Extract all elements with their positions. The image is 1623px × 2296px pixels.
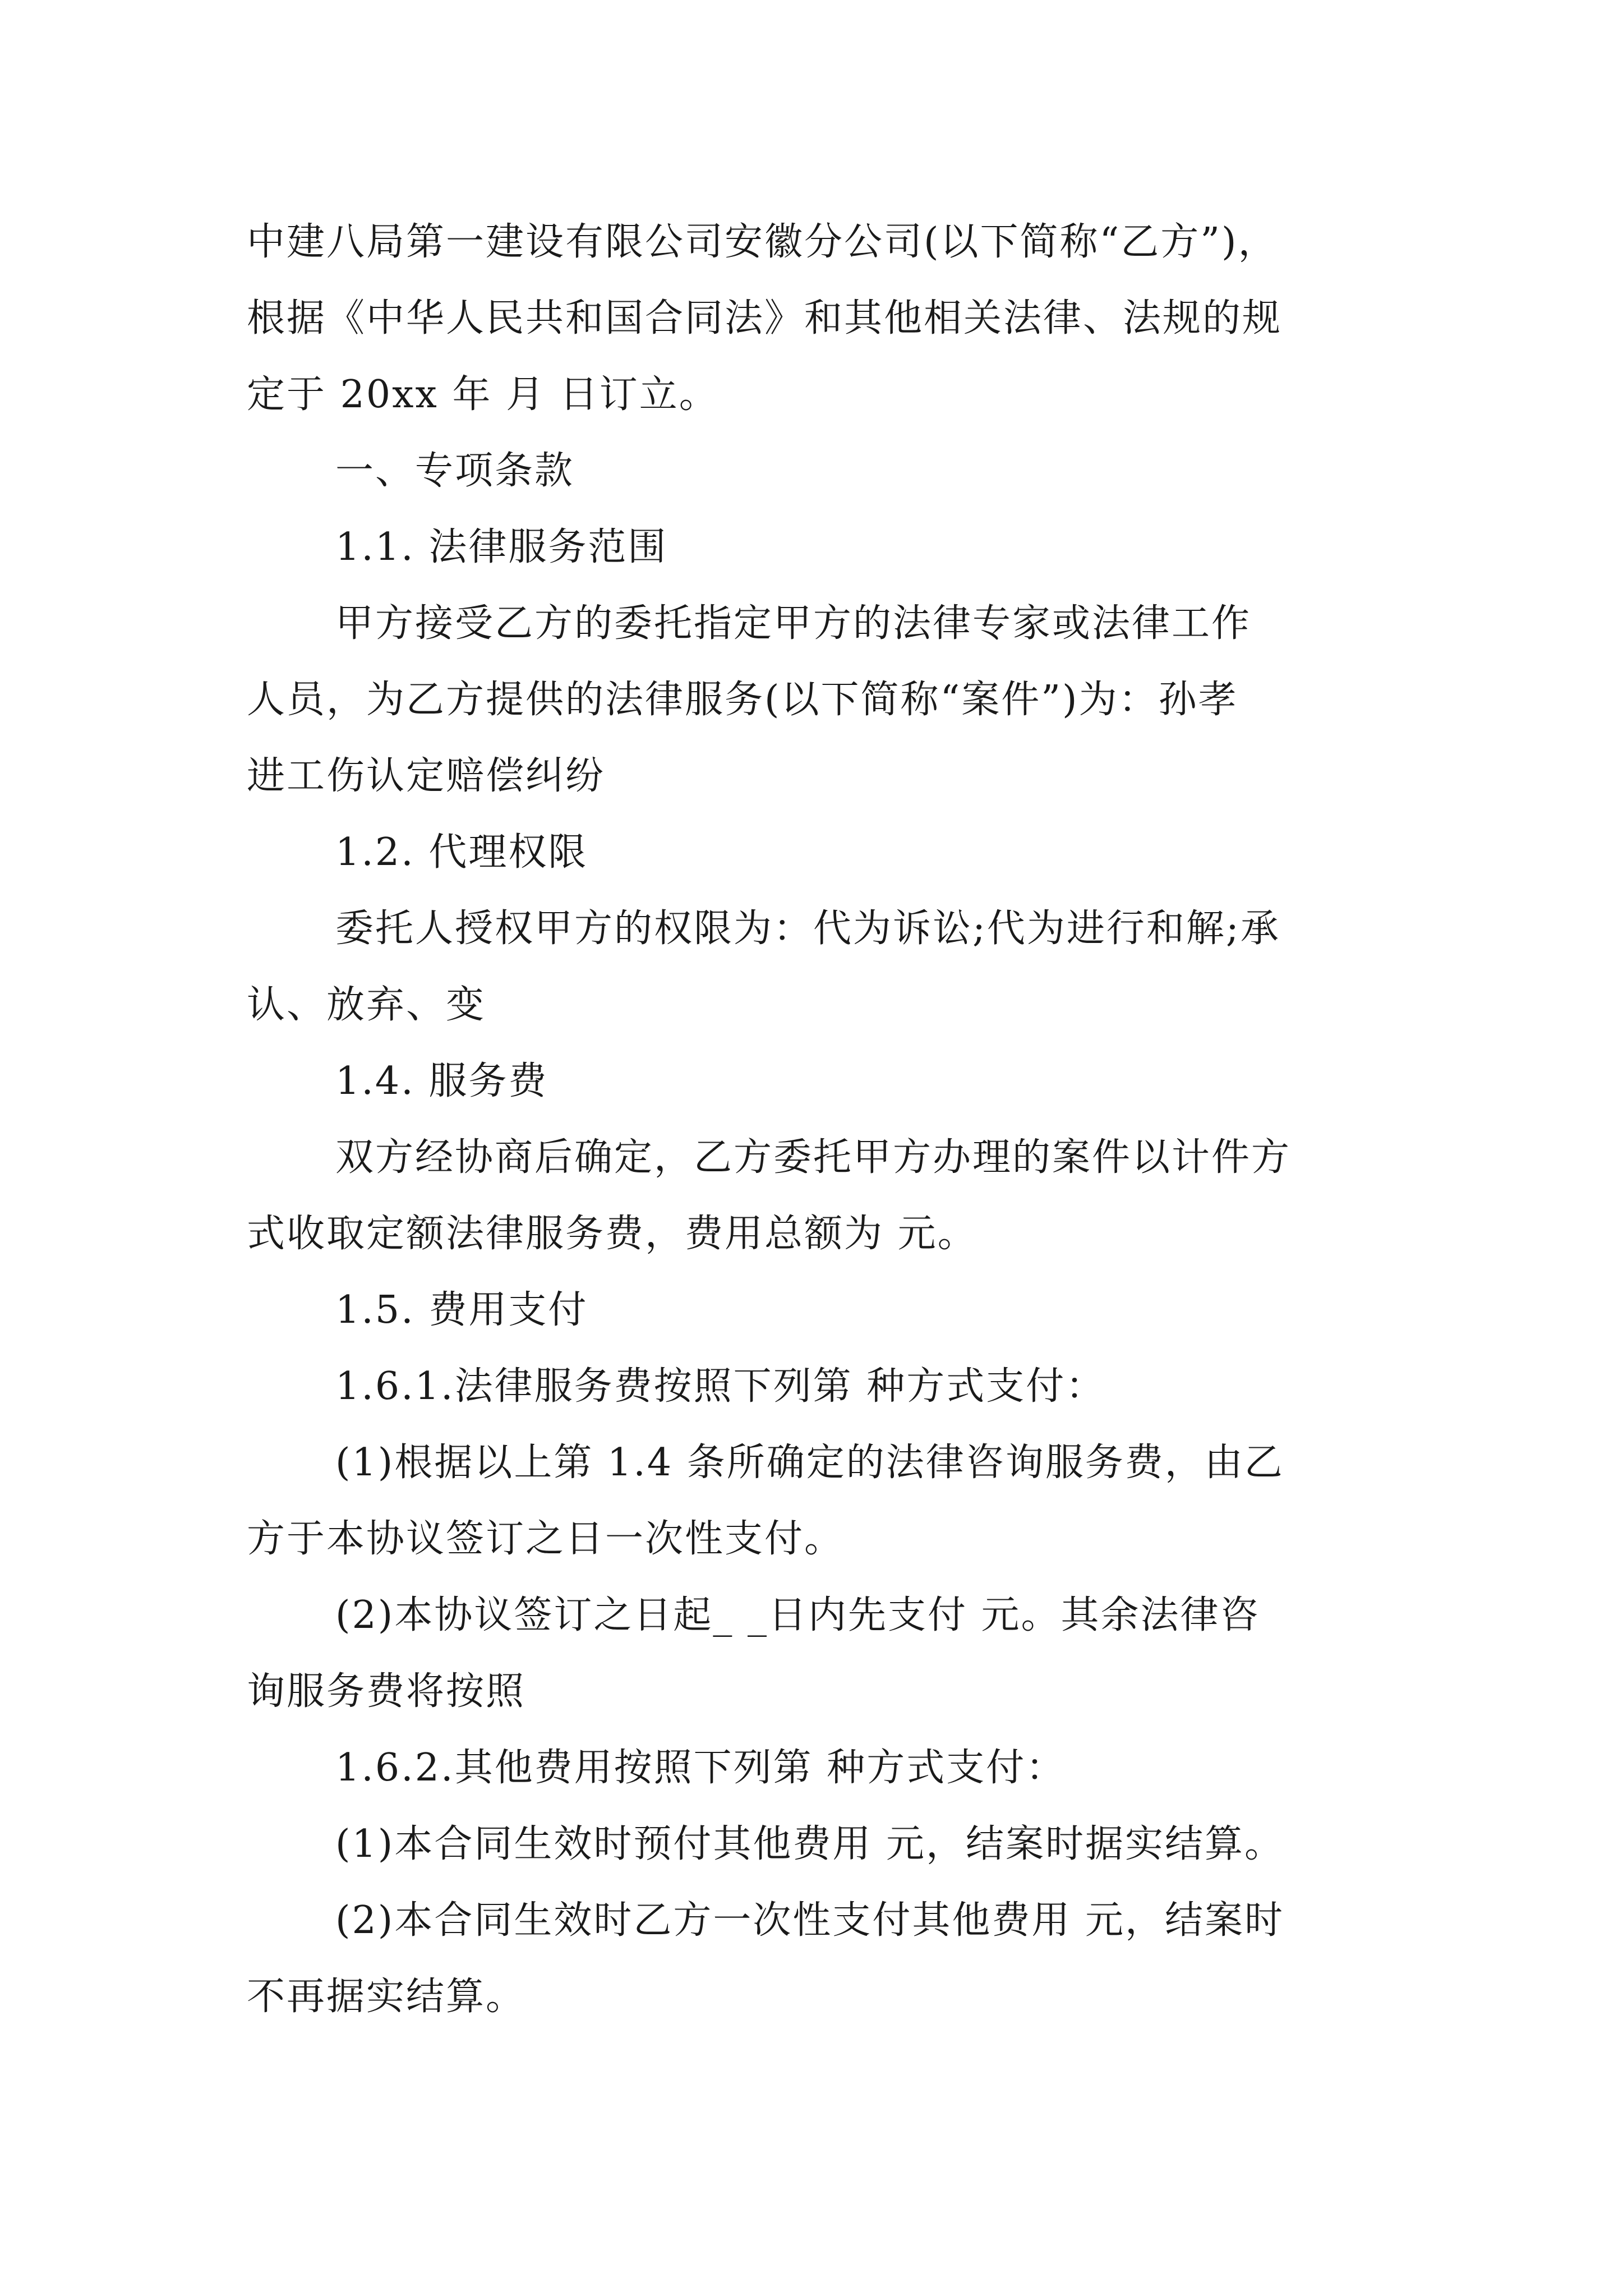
text-line: 定于 20xx 年 月 日订立。 bbox=[247, 372, 719, 417]
text-line: 进工伤认定赔偿纠纷 bbox=[247, 754, 606, 798]
text-line: (2)本协议签订之日起_ _日内先支付 元。其余法律咨 bbox=[335, 1593, 1260, 1637]
clause-heading: 1.4. 服务费 bbox=[335, 1059, 548, 1103]
section-heading: 一、专项条款 bbox=[335, 449, 575, 493]
text-line: 不再据实结算。 bbox=[247, 1975, 526, 2019]
text-line: 人员，为乙方提供的法律服务(以下简称“案件”)为：孙孝 bbox=[247, 678, 1238, 722]
clause-heading: 1.2. 代理权限 bbox=[335, 830, 588, 875]
text-line: 方于本协议签订之日一次性支付。 bbox=[247, 1517, 845, 1561]
text-line: 中建八局第一建设有限公司安徽分公司(以下简称“乙方”)， bbox=[247, 220, 1278, 264]
text-line: 认、放弃、变 bbox=[247, 983, 486, 1027]
clause-heading: 1.5. 费用支付 bbox=[335, 1288, 588, 1332]
text-line: 式收取定额法律服务费，费用总额为 元。 bbox=[247, 1212, 978, 1256]
text-line: 1.6.1.法律服务费按照下列第 种方式支付： bbox=[335, 1364, 1106, 1409]
text-line: (1)根据以上第 1.4 条所确定的法律咨询服务费，由乙 bbox=[335, 1441, 1284, 1485]
text-line: 甲方接受乙方的委托指定甲方的法律专家或法律工作 bbox=[335, 601, 1252, 646]
text-line: (2)本合同生效时乙方一次性支付其他费用 元，结案时 bbox=[335, 1898, 1284, 1943]
clause-heading: 1.1. 法律服务范围 bbox=[335, 525, 668, 569]
text-line: 询服务费将按照 bbox=[247, 1669, 526, 1714]
text-line: 委托人授权甲方的权限为：代为诉讼;代为进行和解;承 bbox=[335, 907, 1280, 951]
text-line: 根据《中华人民共和国合同法》和其他相关法律、法规的规 bbox=[247, 296, 1283, 341]
text-line: (1)本合同生效时预付其他费用 元，结案时据实结算。 bbox=[335, 1822, 1284, 1866]
text-line: 双方经协商后确定，乙方委托甲方办理的案件以计件方 bbox=[335, 1135, 1292, 1180]
text-line: 1.6.2.其他费用按照下列第 种方式支付： bbox=[335, 1746, 1066, 1790]
